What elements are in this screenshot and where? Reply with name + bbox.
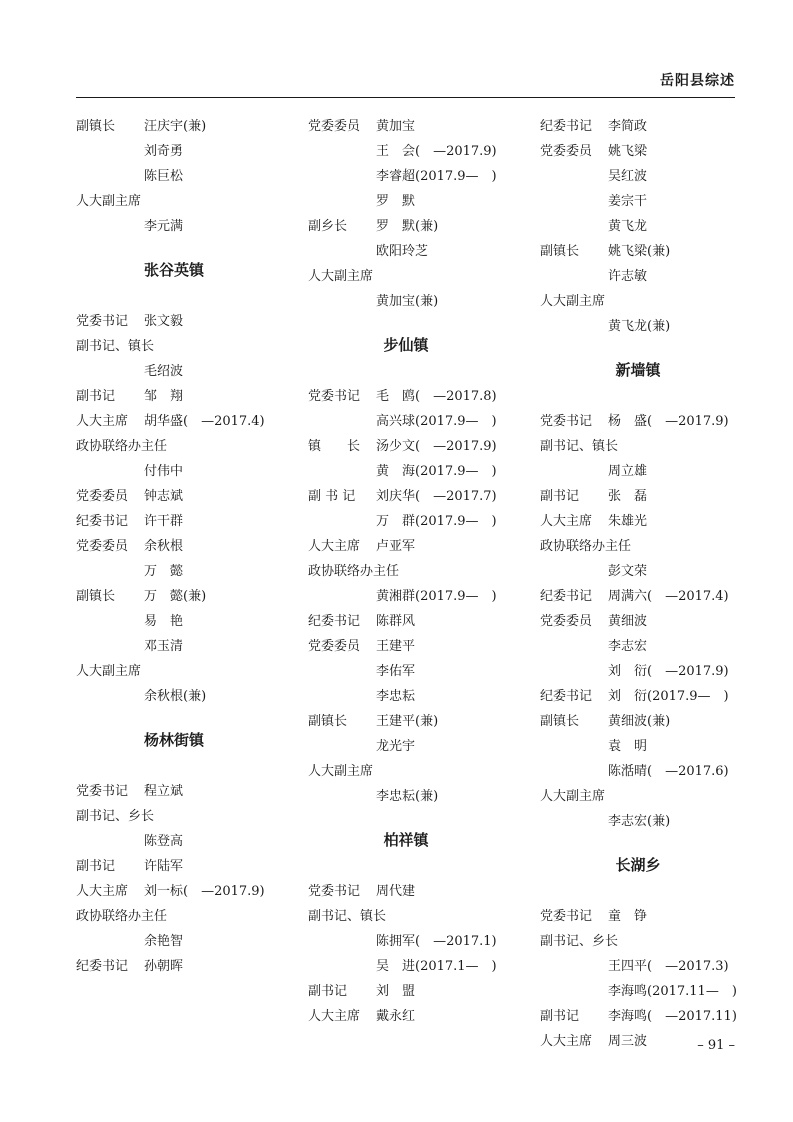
position-title: 纪委书记 [540, 589, 593, 604]
position-title: 人大主席 [76, 414, 129, 429]
roster-entry [540, 192, 770, 217]
position-title: 党委书记 [76, 314, 129, 329]
person-name: 陈湉晴( —2017.6) [608, 764, 729, 779]
position-title: 纪委书记 [540, 119, 593, 134]
roster-entry [308, 167, 538, 192]
roster-entry [540, 587, 770, 612]
roster-entry [308, 637, 538, 662]
person-name: 卢亚军 [376, 539, 416, 554]
roster-entry [76, 437, 306, 462]
roster-entry [540, 787, 770, 812]
roster-entry [76, 957, 306, 982]
roster-entry [76, 662, 306, 687]
person-name: 刘 衍( —2017.9) [608, 664, 729, 679]
roster-entry [308, 462, 538, 487]
person-name: 欧阳玲芝 [376, 244, 429, 259]
person-name: 易 艳 [144, 614, 184, 629]
text-column-1 [76, 117, 306, 982]
roster-entry [308, 192, 538, 217]
position-title: 政协联络办主任 [76, 909, 168, 924]
roster-entry [308, 437, 538, 462]
roster-entry [540, 562, 770, 587]
person-name: 吴 进(2017.1— ) [376, 959, 497, 974]
header-divider [76, 97, 735, 98]
roster-entry [540, 437, 770, 462]
roster-entry [76, 687, 306, 712]
roster-entry [308, 142, 538, 167]
person-name: 许陆军 [144, 859, 184, 874]
position-title: 党委书记 [540, 909, 593, 924]
position-title: 人大主席 [76, 884, 129, 899]
person-name: 毛绍波 [144, 364, 184, 379]
roster-entry [540, 637, 770, 662]
roster-entry [308, 662, 538, 687]
person-name: 钟志斌 [144, 489, 184, 504]
roster-entry [540, 242, 770, 267]
roster-entry [540, 317, 770, 342]
roster-entry [540, 462, 770, 487]
roster-entry [308, 982, 538, 1007]
roster-entry [540, 907, 770, 932]
roster-entry [76, 537, 306, 562]
person-name: 余艳智 [144, 934, 184, 949]
person-name: 刘一标( —2017.9) [144, 884, 265, 899]
roster-entry [76, 337, 306, 362]
roster-entry [540, 537, 770, 562]
page-number: – 91 – [697, 1038, 735, 1053]
roster-entry [308, 787, 538, 812]
position-title: 党委委员 [308, 119, 361, 134]
roster-entry [76, 117, 306, 142]
person-name: 张文毅 [144, 314, 184, 329]
position-title: 党委委员 [76, 539, 129, 554]
position-title: 人大主席 [308, 539, 361, 554]
person-name: 袁 明 [608, 739, 648, 754]
person-name: 周代建 [376, 884, 416, 899]
roster-entry [76, 512, 306, 537]
roster-entry [76, 882, 306, 907]
position-title: 政协联络办主任 [540, 539, 632, 554]
person-name: 万 懿(兼) [144, 589, 207, 604]
roster-entry [76, 462, 306, 487]
person-name: 黄加宝(兼) [376, 294, 439, 309]
roster-entry [540, 932, 770, 957]
person-name: 吴红波 [608, 169, 648, 184]
person-name: 王建平 [376, 639, 416, 654]
person-name: 黄湘群(2017.9— ) [376, 589, 497, 604]
person-name: 罗 默(兼) [376, 219, 439, 234]
person-name: 万 懿 [144, 564, 184, 579]
person-name: 许干群 [144, 514, 184, 529]
position-title: 党委委员 [540, 614, 593, 629]
roster-entry [76, 142, 306, 167]
roster-entry [540, 737, 770, 762]
roster-entry [308, 217, 538, 242]
roster-entry [308, 487, 538, 512]
section-heading: 柏祥镇 [383, 831, 429, 849]
position-title: 党委委员 [308, 639, 361, 654]
roster-entry [76, 167, 306, 192]
position-title: 党委委员 [76, 489, 129, 504]
roster-entry [308, 712, 538, 737]
roster-entry [540, 812, 770, 837]
position-title: 副书记 [76, 859, 116, 874]
roster-entry [308, 537, 538, 562]
roster-entry [76, 857, 306, 882]
roster-entry [76, 312, 306, 337]
roster-entry [308, 587, 538, 612]
roster-entry [76, 487, 306, 512]
roster-entry [308, 737, 538, 762]
position-title: 副书记 [540, 1009, 580, 1024]
roster-entry [540, 412, 770, 437]
person-name: 罗 默 [376, 194, 416, 209]
position-title: 镇 长 [308, 439, 361, 454]
person-name: 周满六( —2017.4) [608, 589, 729, 604]
roster-entry [76, 387, 306, 412]
roster-entry [540, 512, 770, 537]
person-name: 许志敏 [608, 269, 648, 284]
person-name: 胡华盛( —2017.4) [144, 414, 265, 429]
position-title: 党委委员 [540, 144, 593, 159]
person-name: 朱雄光 [608, 514, 648, 529]
roster-entry [540, 142, 770, 167]
position-title: 副 书 记 [308, 489, 356, 504]
roster-entry [308, 612, 538, 637]
roster-entry [308, 882, 538, 907]
roster-entry [540, 612, 770, 637]
position-title: 人大副主席 [308, 269, 374, 284]
roster-entry [308, 762, 538, 787]
person-name: 张 磊 [608, 489, 648, 504]
person-name: 戴永红 [376, 1009, 416, 1024]
roster-entry [308, 292, 538, 317]
position-title: 副书记、乡长 [540, 934, 619, 949]
roster-entry [308, 907, 538, 932]
position-title: 副书记、乡长 [76, 809, 155, 824]
person-name: 李志宏 [608, 639, 648, 654]
text-column-3 [540, 117, 770, 1057]
position-title: 纪委书记 [76, 514, 129, 529]
person-name: 黄飞龙(兼) [608, 319, 671, 334]
section-heading: 步仙镇 [383, 336, 429, 354]
position-title: 党委书记 [308, 884, 361, 899]
person-name: 汪庆宇(兼) [144, 119, 207, 134]
person-name: 汤少文( —2017.9) [376, 439, 497, 454]
position-title: 纪委书记 [308, 614, 361, 629]
roster-entry [540, 712, 770, 737]
person-name: 姚飞梁(兼) [608, 244, 671, 259]
person-name: 李睿超(2017.9— ) [376, 169, 497, 184]
roster-entry [540, 957, 770, 982]
person-name: 陈拥军( —2017.1) [376, 934, 497, 949]
roster-entry [540, 687, 770, 712]
roster-entry [76, 587, 306, 612]
position-title: 副镇长 [540, 244, 580, 259]
roster-entry [540, 662, 770, 687]
position-title: 副乡长 [308, 219, 348, 234]
position-title: 人大主席 [540, 514, 593, 529]
person-name: 邹 翔 [144, 389, 184, 404]
person-name: 刘奇勇 [144, 144, 184, 159]
person-name: 童 铮 [608, 909, 648, 924]
roster-entry [308, 387, 538, 412]
roster-entry [76, 192, 306, 217]
person-name: 付伟中 [144, 464, 184, 479]
roster-entry [308, 932, 538, 957]
position-title: 纪委书记 [540, 689, 593, 704]
section-heading: 新墙镇 [615, 361, 661, 379]
roster-entry [540, 292, 770, 317]
person-name: 李海鸣(2017.11— ) [608, 984, 737, 999]
position-title: 党委书记 [540, 414, 593, 429]
roster-entry [308, 687, 538, 712]
person-name: 周三波 [608, 1034, 648, 1049]
position-title: 党委书记 [76, 784, 129, 799]
person-name: 黄细波 [608, 614, 648, 629]
roster-entry [540, 217, 770, 242]
position-title: 人大主席 [308, 1009, 361, 1024]
section-heading: 杨林街镇 [143, 731, 204, 749]
person-name: 刘 盟 [376, 984, 416, 999]
roster-entry [76, 562, 306, 587]
person-name: 周立雄 [608, 464, 648, 479]
position-title: 政协联络办主任 [308, 564, 400, 579]
position-title: 人大副主席 [540, 294, 606, 309]
person-name: 李简政 [608, 119, 648, 134]
person-name: 彭文荣 [608, 564, 648, 579]
roster-entry [76, 412, 306, 437]
position-title: 副镇长 [76, 119, 116, 134]
person-name: 陈登高 [144, 834, 184, 849]
position-title: 人大副主席 [76, 664, 142, 679]
roster-entry [540, 487, 770, 512]
roster-entry [308, 117, 538, 142]
person-name: 黄加宝 [376, 119, 416, 134]
person-name: 刘 衍(2017.9— ) [608, 689, 729, 704]
text-column-2 [308, 117, 538, 1032]
section-heading: 张谷英镇 [143, 261, 204, 279]
roster-entry [308, 562, 538, 587]
person-name: 孙朝晖 [144, 959, 184, 974]
person-name: 陈巨松 [144, 169, 184, 184]
roster-entry [308, 957, 538, 982]
roster-entry [76, 612, 306, 637]
roster-entry [540, 982, 770, 1007]
position-title: 人大副主席 [308, 764, 374, 779]
position-title: 人大主席 [540, 1034, 593, 1049]
section-heading: 长湖乡 [615, 856, 661, 874]
roster-entry [76, 362, 306, 387]
person-name: 姚飞梁 [608, 144, 648, 159]
person-name: 杨 盛( —2017.9) [608, 414, 729, 429]
person-name: 余秋根 [144, 539, 184, 554]
position-title: 人大副主席 [540, 789, 606, 804]
person-name: 李元满 [144, 219, 184, 234]
roster-entry [540, 1007, 770, 1032]
position-title: 人大副主席 [76, 194, 142, 209]
person-name: 王建平(兼) [376, 714, 439, 729]
position-title: 副书记、镇长 [76, 339, 155, 354]
roster-entry [308, 1007, 538, 1032]
position-title: 纪委书记 [76, 959, 129, 974]
person-name: 程立斌 [144, 784, 184, 799]
position-title: 副书记、镇长 [540, 439, 619, 454]
position-title: 副书记 [308, 984, 348, 999]
roster-entry [76, 932, 306, 957]
person-name: 李海鸣( —2017.11) [608, 1009, 737, 1024]
roster-entry [76, 637, 306, 662]
position-title: 副书记 [540, 489, 580, 504]
person-name: 万 群(2017.9— ) [376, 514, 497, 529]
person-name: 李佑军 [376, 664, 416, 679]
position-title: 副书记、镇长 [308, 909, 387, 924]
roster-entry [540, 167, 770, 192]
roster-entry [76, 782, 306, 807]
roster-entry [540, 1032, 770, 1057]
position-title: 副书记 [76, 389, 116, 404]
person-name: 李忠耘 [376, 689, 416, 704]
person-name: 邓玉清 [144, 639, 184, 654]
person-name: 王四平( —2017.3) [608, 959, 729, 974]
person-name: 毛 鸥( —2017.8) [376, 389, 497, 404]
roster-entry [76, 217, 306, 242]
person-name: 黄 海(2017.9— ) [376, 464, 497, 479]
person-name: 姜宗干 [608, 194, 648, 209]
person-name: 高兴球(2017.9— ) [376, 414, 497, 429]
person-name: 王 会( —2017.9) [376, 144, 497, 159]
person-name: 黄飞龙 [608, 219, 648, 234]
position-title: 副镇长 [76, 589, 116, 604]
person-name: 李忠耘(兼) [376, 789, 439, 804]
roster-entry [308, 267, 538, 292]
roster-entry [76, 907, 306, 932]
roster-entry [76, 807, 306, 832]
roster-entry [540, 267, 770, 292]
roster-entry [308, 512, 538, 537]
roster-entry [540, 117, 770, 142]
person-name: 陈群风 [376, 614, 416, 629]
roster-entry [308, 242, 538, 267]
person-name: 黄细波(兼) [608, 714, 671, 729]
person-name: 余秋根(兼) [144, 689, 207, 704]
roster-entry [76, 832, 306, 857]
running-header-title: 岳阳县综述 [660, 73, 735, 89]
position-title: 党委书记 [308, 389, 361, 404]
position-title: 政协联络办主任 [76, 439, 168, 454]
roster-entry [308, 412, 538, 437]
person-name: 刘庆华( —2017.7) [376, 489, 497, 504]
person-name: 李志宏(兼) [608, 814, 671, 829]
position-title: 副镇长 [308, 714, 348, 729]
roster-entry [540, 762, 770, 787]
position-title: 副镇长 [540, 714, 580, 729]
person-name: 龙光宇 [376, 739, 416, 754]
